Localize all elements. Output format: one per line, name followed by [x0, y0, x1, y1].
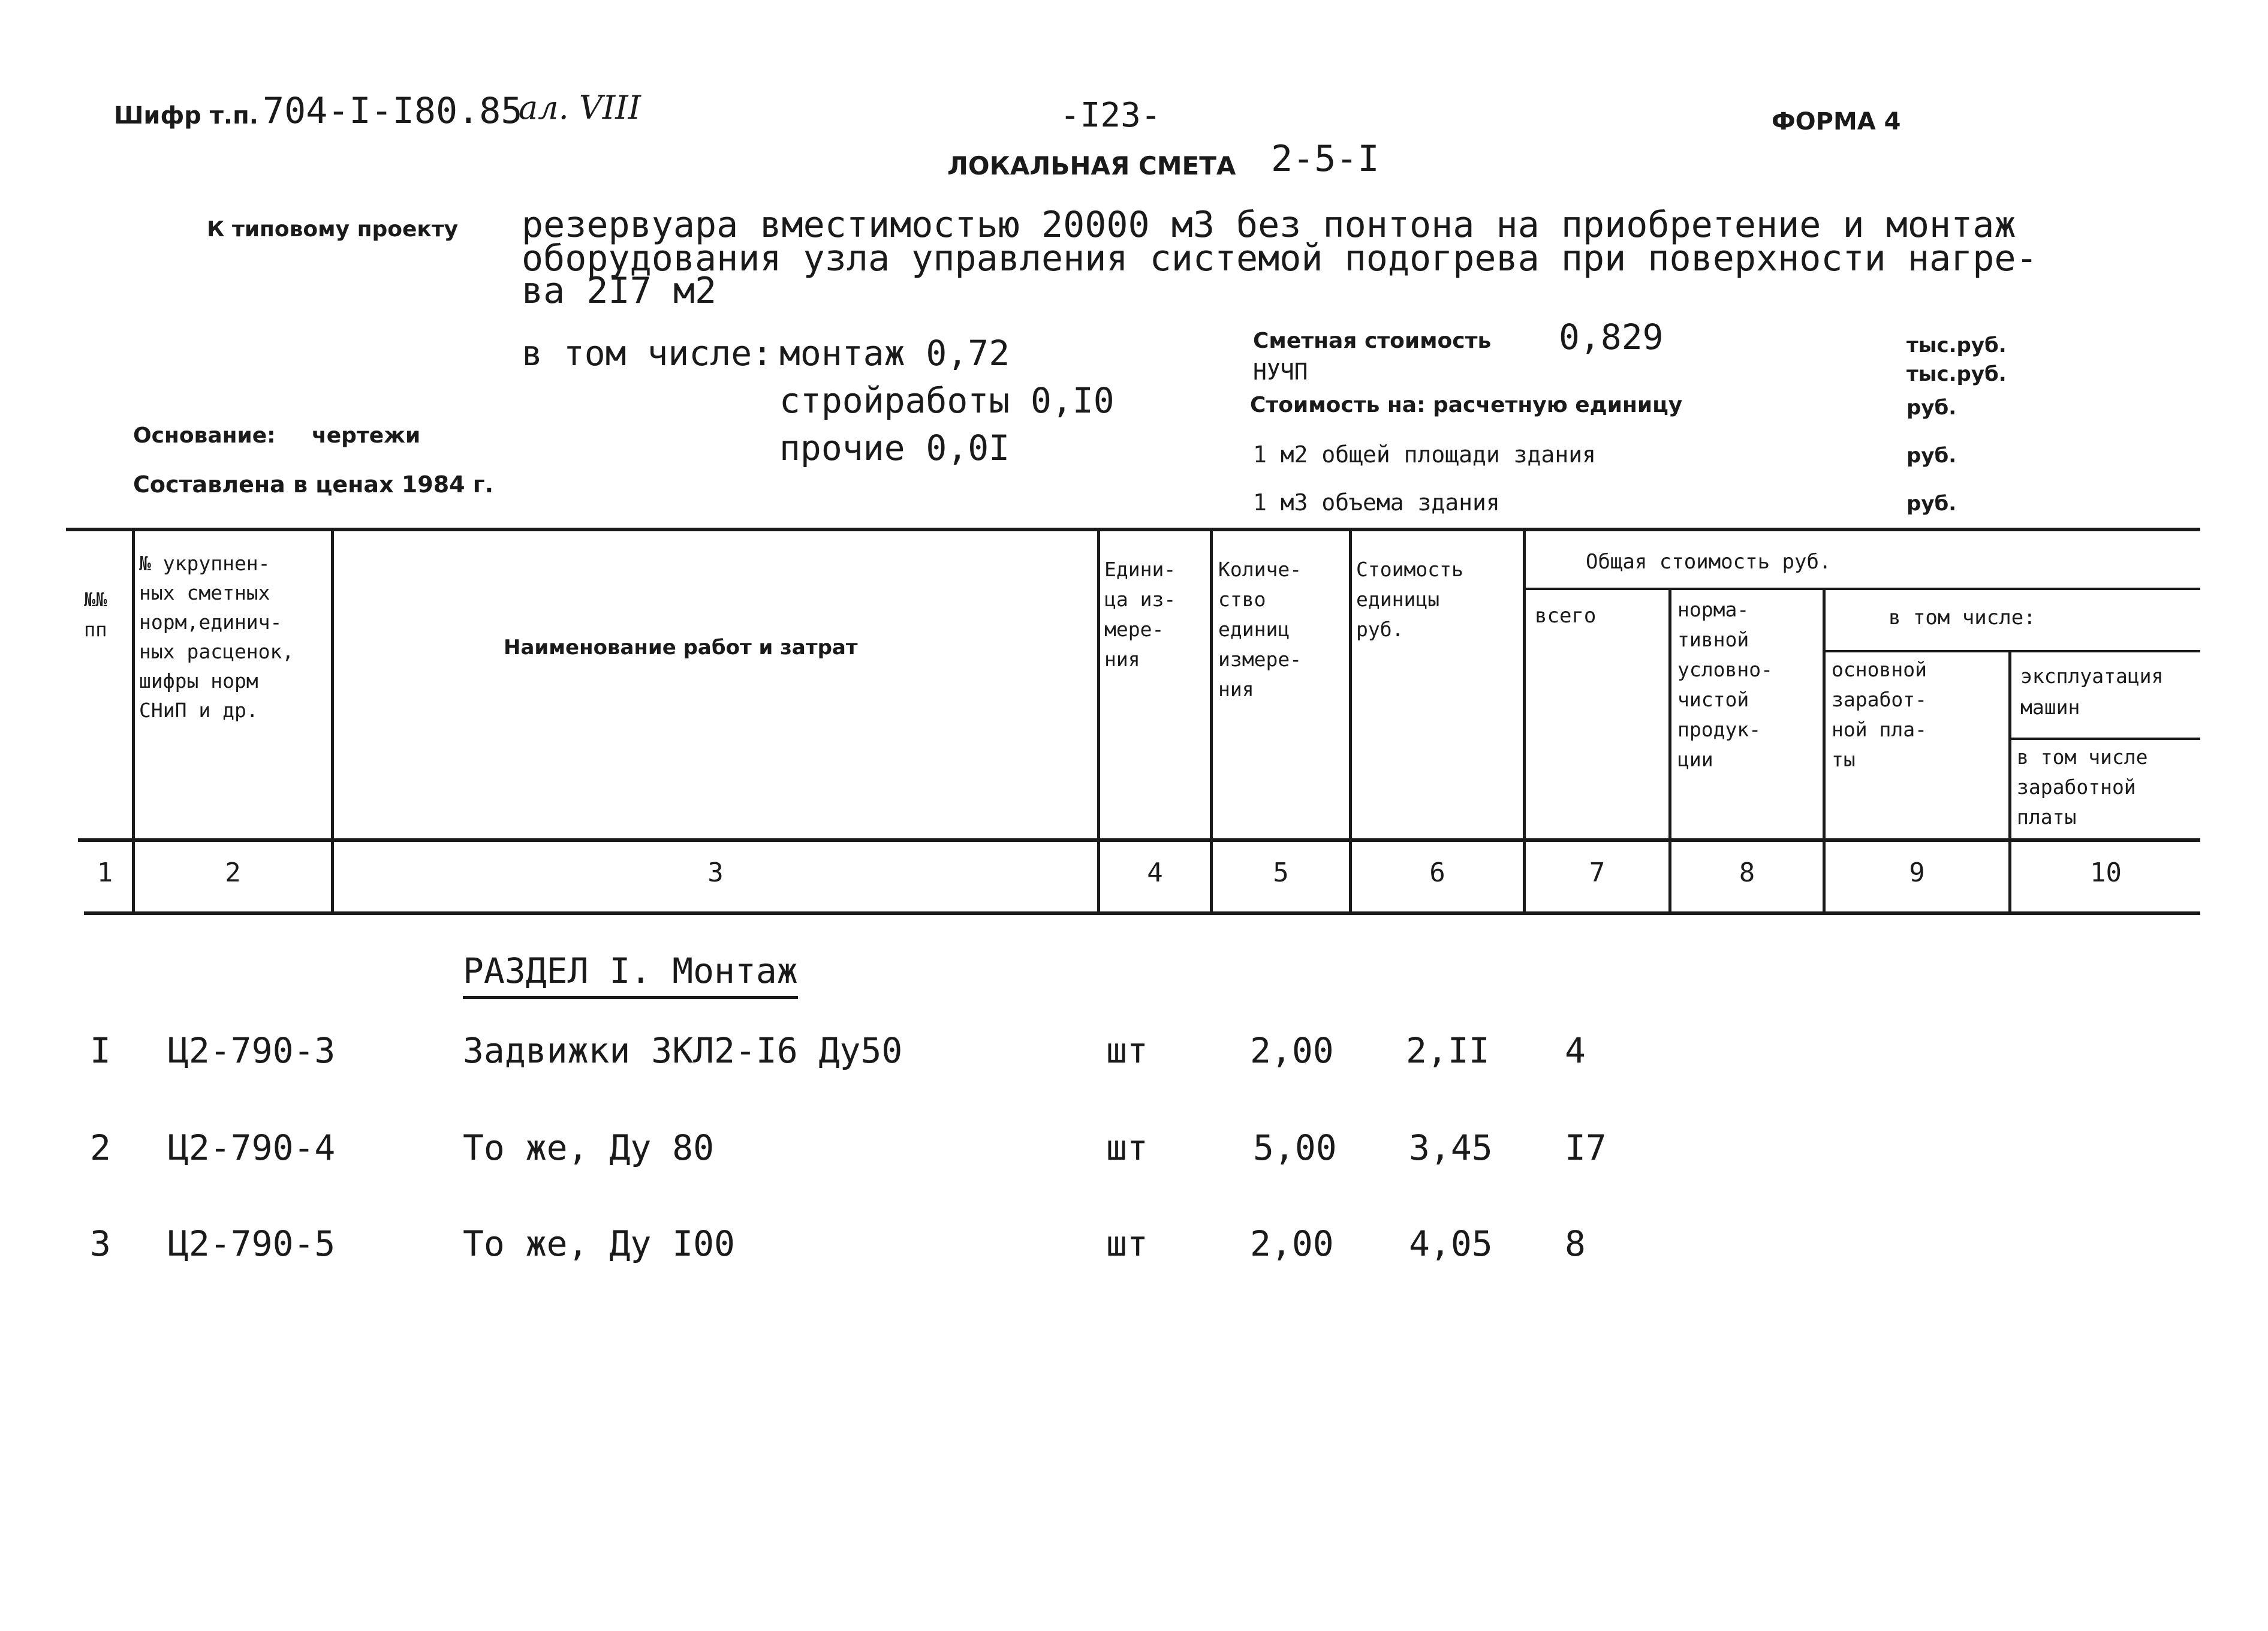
table-incl-line [1823, 650, 2200, 652]
estimate-table [66, 528, 2200, 917]
row-price: 4,05 [1409, 1223, 1493, 1264]
row-number: 2 [90, 1127, 111, 1168]
per-m2-label: 1 м2 общей площади здания [1253, 441, 1596, 468]
cipher-label: Шифр т.п. [114, 102, 258, 130]
header-col-10-sub: в том числе заработной платы [2017, 745, 2148, 829]
basis-label: Основание: [133, 423, 276, 448]
header-col-5: Количе- ство единиц измере- ния [1218, 558, 1302, 701]
table-subheader-line [1523, 588, 2200, 590]
header-col-2: № укрупнен- ных сметных норм,единич- ных расценок, шифры норм СНиП и др. [139, 552, 294, 722]
header-col-7: всего [1535, 604, 1597, 628]
col-number: 6 [1429, 857, 1445, 888]
per-m3-unit: руб. [1906, 492, 1957, 516]
row-qty: 2,00 [1250, 1030, 1334, 1071]
header-incl-group: в том числе: [1889, 606, 2036, 630]
doc-title: ЛОКАЛЬНАЯ СМЕТА [947, 151, 1236, 180]
breakdown-item: стройработы 0,I0 [779, 380, 1115, 421]
header-col-4: Едини- ца из- мере- ния [1104, 558, 1176, 671]
project-line-3: ва 2I7 м2 [522, 270, 717, 312]
row-unit: шт [1106, 1223, 1148, 1264]
row-name: То же, Ду I00 [463, 1223, 735, 1264]
table-header-bottom [78, 838, 2200, 842]
header-col-10: эксплуатация машин [2020, 664, 2164, 719]
page-number: -I23- [1060, 96, 1161, 135]
cipher-value: 704-I-I80.85 [263, 90, 523, 132]
project-line-2: оборудования узла управления системой подогрева при поверхности нагре- [522, 237, 2038, 279]
header-total-group: Общая стоимость руб. [1586, 550, 1832, 574]
header-col-1: №№ пп [84, 588, 107, 641]
table-top-border [66, 528, 2200, 531]
basis-value: чертежи [312, 423, 421, 448]
nuchp-label: НУЧП [1253, 359, 1308, 385]
row-code: Ц2-790-5 [168, 1223, 336, 1264]
row-number: 3 [90, 1223, 111, 1264]
row-total: 4 [1565, 1030, 1586, 1071]
header-col-6: Стоимость единицы руб. [1356, 558, 1463, 641]
col-number: 5 [1273, 857, 1289, 888]
breakdown-item: прочие 0,0I [779, 428, 1010, 468]
row-unit: шт [1106, 1030, 1148, 1071]
per-unit-unit: руб. [1906, 396, 1957, 420]
row-qty: 5,00 [1253, 1127, 1337, 1168]
col-number: 9 [1909, 857, 1925, 888]
table-numbers-bottom [84, 911, 2200, 915]
col-number: 3 [707, 857, 724, 888]
per-m3-label: 1 м3 объема здания [1253, 489, 1500, 516]
col-number: 8 [1739, 857, 1755, 888]
row-total: I7 [1565, 1127, 1607, 1168]
col-number: 7 [1589, 857, 1606, 888]
breakdown-intro: в том числе: [522, 333, 773, 374]
estimate-label: Сметная стоимость [1253, 329, 1492, 353]
row-qty: 2,00 [1250, 1223, 1334, 1264]
project-label: К типовому проекту [207, 217, 459, 242]
doc-number: 2-5-I [1271, 138, 1380, 180]
row-price: 2,II [1406, 1030, 1490, 1071]
project-line-1: резервуара вместимостью 20000 м3 без понтона на приобретение и монтаж [522, 204, 2016, 246]
per-m2-unit: руб. [1906, 444, 1957, 468]
col-number: 4 [1147, 857, 1163, 888]
per-unit-label: Стоимость на: расчетную единицу [1250, 393, 1683, 417]
form-label: ФОРМА 4 [1772, 108, 1901, 136]
header-col-8: норма- тивной условно- чистой продук- ции [1677, 598, 1773, 771]
estimate-value: 0,829 [1559, 317, 1664, 357]
row-code: Ц2-790-3 [168, 1030, 336, 1071]
header-col-9: основной заработ- ной пла- ты [1832, 658, 1927, 771]
row-unit: шт [1106, 1127, 1148, 1168]
row-code: Ц2-790-4 [168, 1127, 336, 1168]
breakdown-item: монтаж 0,72 [779, 333, 1010, 374]
section-title: РАЗДЕЛ I. Монтаж [463, 950, 798, 999]
col-number: 10 [2090, 857, 2122, 888]
row-name: Задвижки ЗКЛ2-I6 Ду50 [463, 1030, 903, 1071]
album-number: ал. VIII [519, 89, 641, 127]
estimate-unit: тыс.руб. [1906, 333, 2007, 357]
row-number: I [90, 1030, 111, 1071]
row-price: 3,45 [1409, 1127, 1493, 1168]
header-col-3: Наименование работ и затрат [504, 636, 858, 660]
row-total: 8 [1565, 1223, 1586, 1264]
col-number: 2 [225, 857, 241, 888]
table-machines-line [2008, 738, 2200, 740]
row-name: То же, Ду 80 [463, 1127, 715, 1168]
col-number: 1 [97, 857, 113, 888]
prices-note: Составлена в ценах 1984 г. [133, 471, 494, 498]
nuchp-unit: тыс.руб. [1906, 362, 2007, 386]
